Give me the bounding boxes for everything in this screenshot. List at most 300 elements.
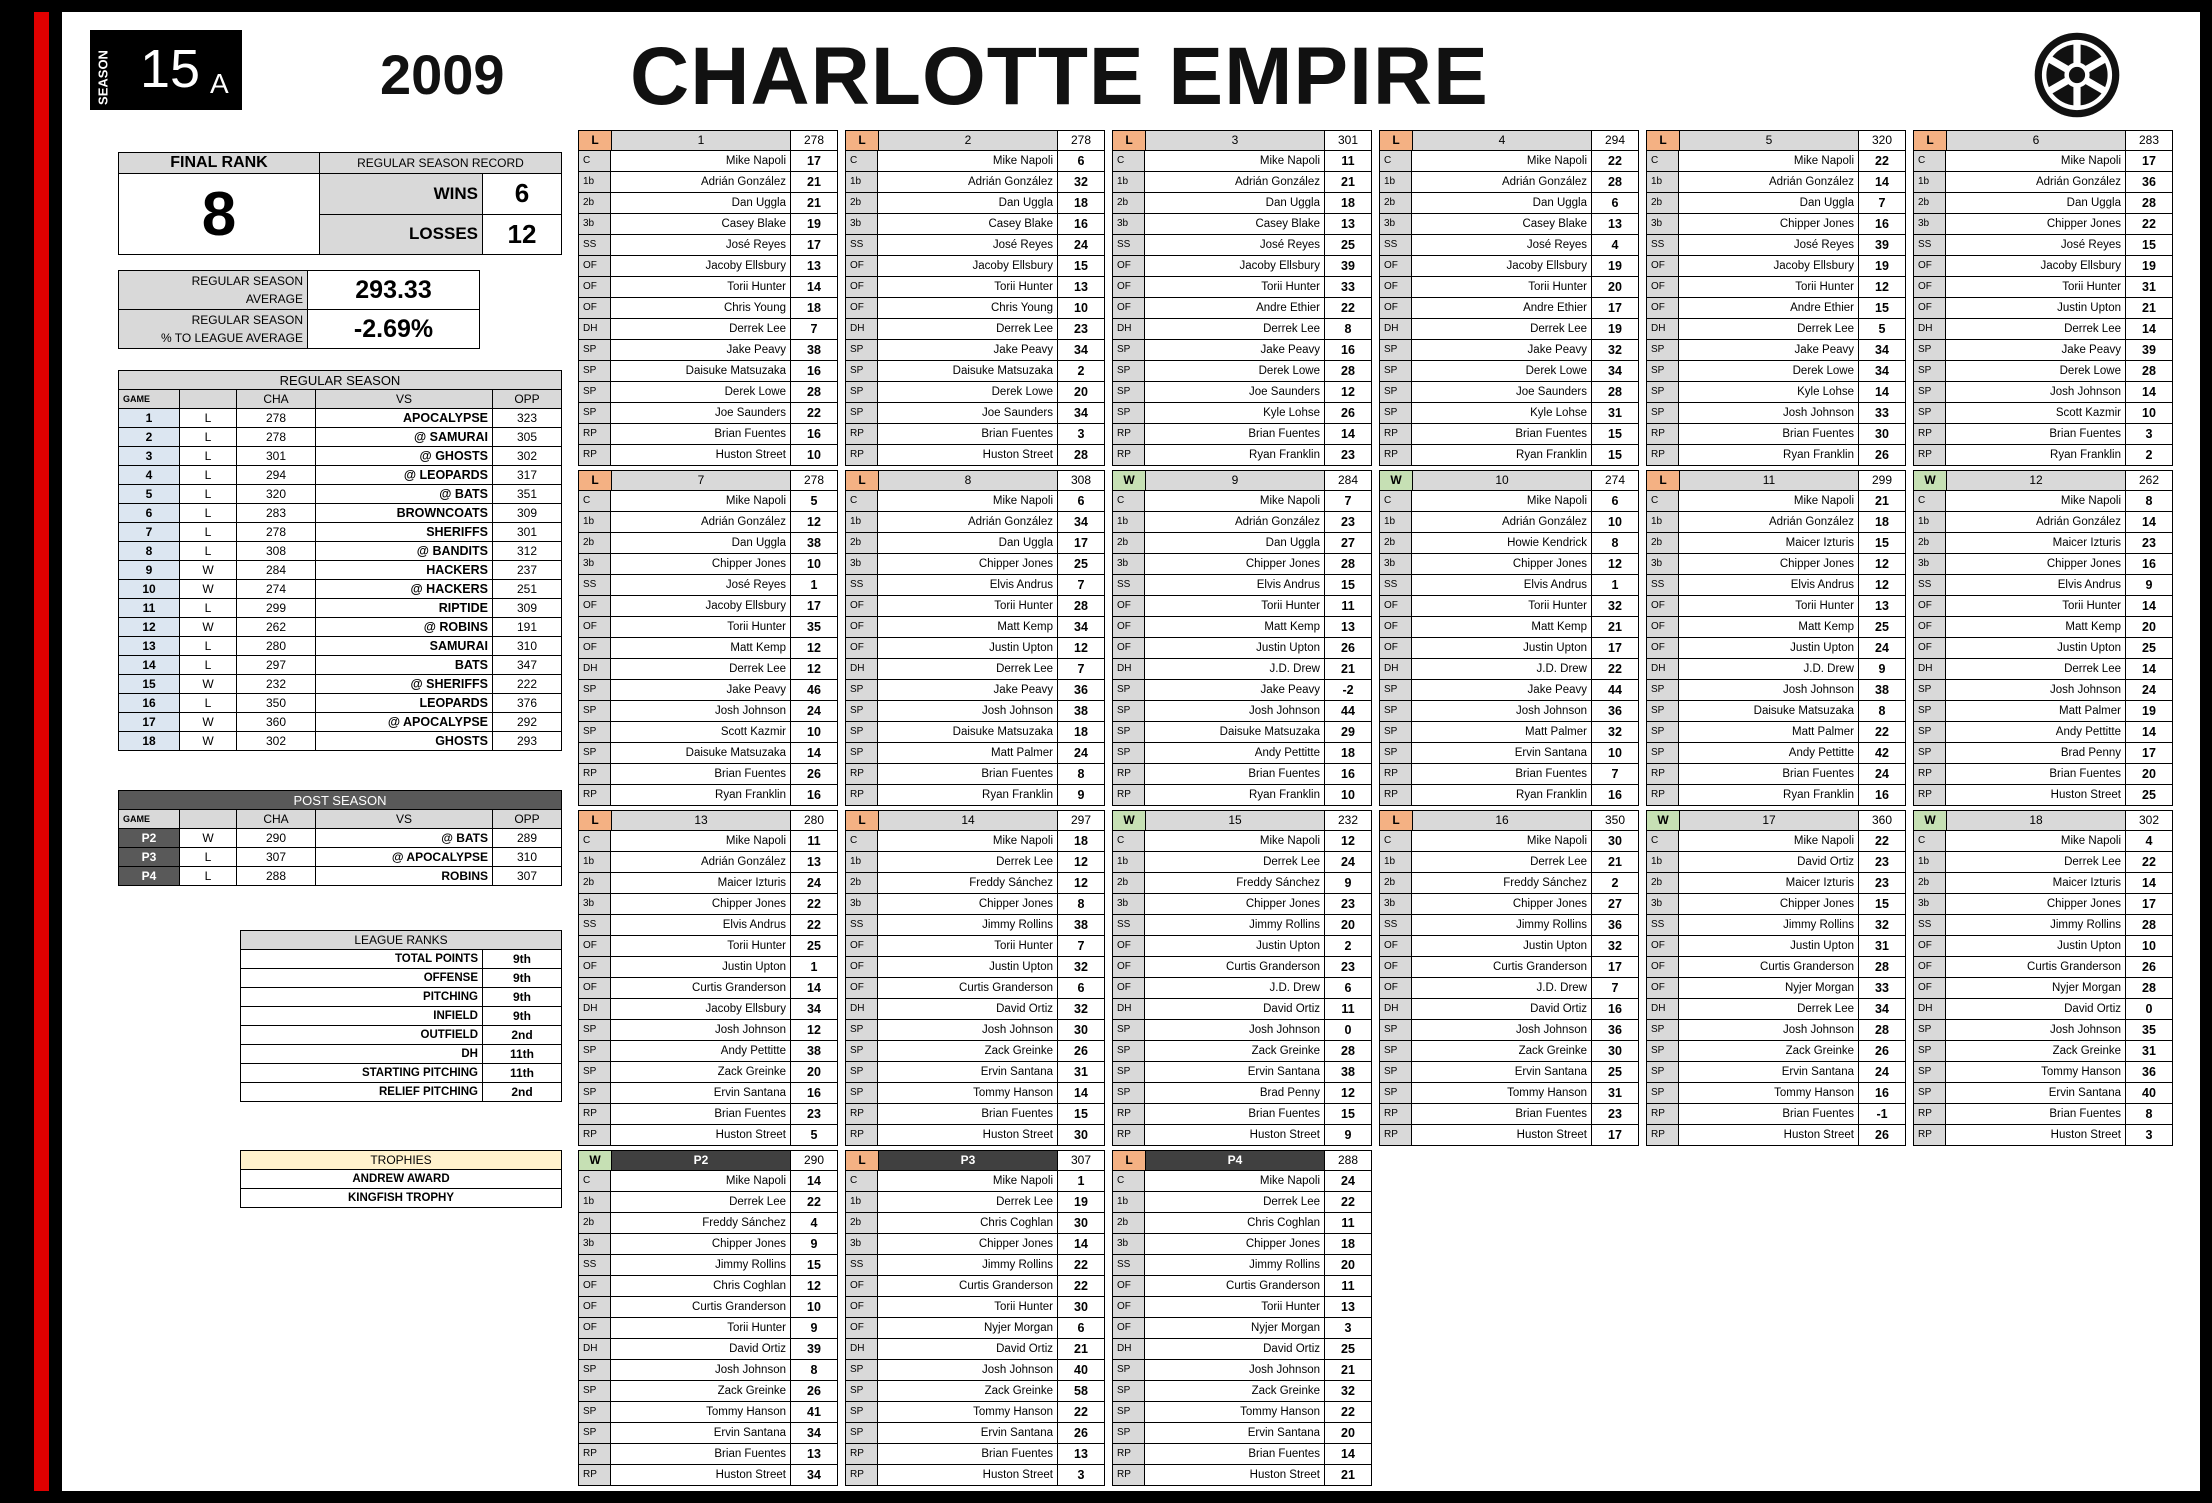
player-row	[1914, 256, 2172, 277]
player-row	[579, 936, 837, 957]
player-position: RP	[1113, 785, 1145, 805]
player-points: 8	[1878, 704, 1886, 718]
player-position: C	[579, 1171, 611, 1191]
player-position: 1b	[1113, 852, 1145, 872]
player-row	[579, 172, 837, 193]
player-row	[1113, 172, 1371, 193]
player-name: Ervin Santana	[878, 1423, 1058, 1443]
player-position: C	[1380, 491, 1412, 511]
player-name: Ryan Franklin	[611, 785, 791, 805]
player-points: 6	[1611, 196, 1619, 210]
player-position: OF	[1113, 277, 1145, 297]
player-name: Derek Lowe	[611, 382, 791, 402]
player-name: David Ortiz	[878, 1339, 1058, 1359]
player-position: SP	[846, 1423, 878, 1443]
player-position: RP	[1647, 785, 1679, 805]
player-name: Mike Napoli	[1412, 151, 1592, 171]
player-row	[1647, 957, 1905, 978]
player-row	[1647, 533, 1905, 554]
player-name: Tommy Hanson	[1679, 1083, 1859, 1103]
player-row	[1380, 445, 1638, 465]
player-position: RP	[1647, 424, 1679, 444]
player-points: 4	[810, 1216, 818, 1230]
player-row	[846, 403, 1104, 424]
player-points: 23	[1875, 855, 1889, 869]
game-box-header	[1113, 1151, 1371, 1171]
player-position: RP	[846, 1104, 878, 1124]
game-score: 288	[1337, 1153, 1359, 1167]
player-position: SP	[579, 1360, 611, 1380]
player-position: OF	[1380, 256, 1412, 276]
player-points: 16	[1608, 788, 1622, 802]
player-points: 23	[1341, 897, 1355, 911]
player-points: 38	[1875, 683, 1889, 697]
player-points: 11	[1341, 1279, 1355, 1293]
season-number: 15	[140, 39, 201, 99]
player-row	[1647, 1104, 1905, 1125]
player-points: 10	[807, 1300, 821, 1314]
player-name: Dan Uggla	[1145, 533, 1325, 553]
player-row	[1113, 873, 1371, 894]
player-row	[1647, 1020, 1905, 1041]
player-row	[1647, 1041, 1905, 1062]
player-name: Ervin Santana	[1412, 743, 1592, 763]
player-position: RP	[579, 1104, 611, 1124]
player-name: Kyle Lohse	[1145, 403, 1325, 423]
player-name: Mike Napoli	[878, 151, 1058, 171]
player-position: DH	[1113, 999, 1145, 1019]
player-row	[1113, 424, 1371, 445]
player-name: Chipper Jones	[611, 1234, 791, 1254]
player-points: 8	[810, 1363, 818, 1377]
player-name: Nyjer Morgan	[878, 1318, 1058, 1338]
player-row	[1914, 894, 2172, 915]
player-name: Torii Hunter	[878, 1297, 1058, 1317]
player-position: 3b	[579, 894, 611, 914]
player-row	[1647, 831, 1905, 852]
player-points: 42	[1875, 746, 1889, 760]
game-box-header	[1914, 131, 2172, 151]
player-points: 14	[807, 981, 821, 995]
player-name: Mike Napoli	[1679, 831, 1859, 851]
player-position: SP	[846, 1360, 878, 1380]
player-points: 12	[1341, 834, 1355, 848]
player-points: 11	[1341, 1002, 1355, 1016]
player-points: 17	[1608, 641, 1622, 655]
player-position: OF	[846, 596, 878, 616]
player-row	[1914, 151, 2172, 172]
player-position: 3b	[1380, 894, 1412, 914]
player-points: 19	[1608, 322, 1622, 336]
player-name: Elvis Andrus	[1412, 575, 1592, 595]
player-row	[1380, 659, 1638, 680]
player-row	[1380, 403, 1638, 424]
player-row	[1914, 575, 2172, 596]
player-row	[1113, 1444, 1371, 1465]
player-name: Derek Lowe	[1946, 361, 2126, 381]
player-position: SP	[579, 361, 611, 381]
player-name: Justin Upton	[878, 638, 1058, 658]
player-points: 23	[1341, 960, 1355, 974]
final-rank-label: FINAL RANK	[119, 153, 320, 174]
player-name: Brad Penny	[1145, 1083, 1325, 1103]
player-position: SP	[579, 701, 611, 721]
player-row	[579, 999, 837, 1020]
game-result: W	[1914, 471, 1947, 490]
regular-season-row: 4 L 294 @ LEOPARDS 317	[119, 466, 562, 485]
player-position: SP	[1380, 1083, 1412, 1103]
player-points: 46	[807, 683, 821, 697]
player-points: 16	[1875, 1086, 1889, 1100]
player-position: RP	[1380, 1125, 1412, 1145]
player-row	[1914, 1083, 2172, 1104]
player-name: Derrek Lee	[611, 659, 791, 679]
game-result: L	[579, 471, 612, 490]
player-name: Elvis Andrus	[1946, 575, 2126, 595]
player-position: OF	[579, 936, 611, 956]
player-name: Derrek Lee	[1679, 319, 1859, 339]
player-points: 15	[1341, 1107, 1355, 1121]
player-name: Justin Upton	[1145, 936, 1325, 956]
game-score: 290	[803, 1153, 825, 1167]
player-row	[846, 1104, 1104, 1125]
player-name: Adrián González	[1946, 512, 2126, 532]
regular-season-row: 6 L 283 BROWNCOATS 309	[119, 504, 562, 523]
player-name: Ryan Franklin	[1145, 785, 1325, 805]
player-name: Ervin Santana	[1145, 1062, 1325, 1082]
regular-season-row: 13 L 280 SAMURAI 310	[119, 637, 562, 656]
player-name: Andre Ethier	[1145, 298, 1325, 318]
player-position: DH	[579, 659, 611, 679]
player-position: 2b	[1113, 873, 1145, 893]
player-position: SP	[1380, 701, 1412, 721]
player-row	[1647, 894, 1905, 915]
player-position: C	[1380, 831, 1412, 851]
player-name: Freddy Sánchez	[878, 873, 1058, 893]
player-row	[846, 1125, 1104, 1145]
player-points: 15	[1608, 448, 1622, 462]
game-box	[578, 130, 838, 466]
player-position: 3b	[1380, 554, 1412, 574]
player-points: 10	[807, 557, 821, 571]
team-title: CHARLOTTE EMPIRE	[630, 31, 1489, 122]
player-name: Jacoby Ellsbury	[1412, 256, 1592, 276]
player-row	[846, 659, 1104, 680]
player-row	[579, 256, 837, 277]
player-name: Josh Johnson	[1946, 680, 2126, 700]
player-row	[579, 1444, 837, 1465]
player-name: Ervin Santana	[1412, 1062, 1592, 1082]
player-row	[1113, 1041, 1371, 1062]
player-name: Chipper Jones	[1145, 554, 1325, 574]
player-points: 39	[807, 1342, 821, 1356]
player-name: Matt Palmer	[1946, 701, 2126, 721]
player-position: RP	[579, 1465, 611, 1485]
player-name: Maicer Izturis	[1946, 533, 2126, 553]
player-points: 22	[1074, 1405, 1088, 1419]
player-points: 36	[1074, 683, 1088, 697]
player-name: Brian Fuentes	[1412, 1104, 1592, 1124]
player-position: SP	[1914, 1062, 1946, 1082]
player-points: 12	[1341, 385, 1355, 399]
player-row	[1380, 319, 1638, 340]
player-row	[579, 424, 837, 445]
player-row	[1647, 936, 1905, 957]
player-row	[1914, 831, 2172, 852]
player-position: SP	[1647, 743, 1679, 763]
player-row	[846, 978, 1104, 999]
player-name: Justin Upton	[611, 957, 791, 977]
player-position: SS	[1113, 575, 1145, 595]
player-name: Jacoby Ellsbury	[611, 999, 791, 1019]
player-points: 28	[1608, 385, 1622, 399]
player-name: Derrek Lee	[878, 319, 1058, 339]
player-position: OF	[1380, 638, 1412, 658]
player-name: Tommy Hanson	[611, 1402, 791, 1422]
player-row	[1113, 978, 1371, 999]
game-score: 232	[1337, 813, 1359, 827]
player-name: Zack Greinke	[878, 1041, 1058, 1061]
game-box-header	[1914, 811, 2172, 831]
player-name: Torii Hunter	[878, 936, 1058, 956]
player-row	[1380, 277, 1638, 298]
player-row	[1113, 445, 1371, 465]
player-points: 28	[1341, 364, 1355, 378]
player-name: Maicer Izturis	[1946, 873, 2126, 893]
player-name: Zack Greinke	[1145, 1041, 1325, 1061]
player-name: Huston Street	[878, 1125, 1058, 1145]
player-row	[579, 1318, 837, 1339]
player-row	[579, 298, 837, 319]
player-row	[1113, 915, 1371, 936]
game-score: 299	[1871, 473, 1893, 487]
player-row	[1380, 680, 1638, 701]
player-name: Daisuke Matsuzaka	[878, 722, 1058, 742]
player-position: RP	[1647, 445, 1679, 465]
game-score: 350	[1604, 813, 1626, 827]
player-position: SP	[846, 1020, 878, 1040]
player-name: J.D. Drew	[1145, 659, 1325, 679]
player-points: 34	[1074, 406, 1088, 420]
player-row	[1914, 298, 2172, 319]
player-position: OF	[846, 936, 878, 956]
player-points: 22	[1074, 1279, 1088, 1293]
player-row	[846, 1423, 1104, 1444]
player-points: 28	[2142, 196, 2156, 210]
season-badge	[90, 30, 242, 110]
player-row	[1113, 575, 1371, 596]
player-name: Brad Penny	[1946, 743, 2126, 763]
player-points: 21	[1341, 1468, 1355, 1482]
player-name: Maicer Izturis	[1679, 873, 1859, 893]
player-position: 1b	[579, 172, 611, 192]
player-row	[1380, 978, 1638, 999]
player-name: Chris Young	[878, 298, 1058, 318]
player-position: OF	[846, 617, 878, 637]
player-position: 3b	[579, 1234, 611, 1254]
player-points: 20	[1074, 385, 1088, 399]
player-position: SS	[1914, 915, 1946, 935]
player-name: Mike Napoli	[611, 491, 791, 511]
player-position: 2b	[579, 533, 611, 553]
player-row	[579, 1234, 837, 1255]
player-points: 24	[1875, 767, 1889, 781]
player-points: 12	[807, 1023, 821, 1037]
player-position: SP	[579, 722, 611, 742]
player-name: Adrián González	[1946, 172, 2126, 192]
player-position: 3b	[579, 554, 611, 574]
player-row	[1113, 680, 1371, 701]
player-position: 3b	[1647, 894, 1679, 914]
player-name: Dan Uggla	[1412, 193, 1592, 213]
player-points: 13	[1341, 217, 1355, 231]
player-row	[1380, 936, 1638, 957]
player-position: 2b	[846, 193, 878, 213]
player-row	[1113, 340, 1371, 361]
game-box	[845, 470, 1105, 806]
player-name: Matt Palmer	[878, 743, 1058, 763]
player-position: RP	[1914, 785, 1946, 805]
player-name: Matt Kemp	[1145, 617, 1325, 637]
player-position: OF	[1647, 957, 1679, 977]
player-points: 2	[2145, 448, 2153, 462]
game-result: W	[1647, 811, 1680, 830]
player-points: 38	[807, 1044, 821, 1058]
player-points: 12	[1074, 876, 1088, 890]
player-name: Tommy Hanson	[1946, 1062, 2126, 1082]
player-row	[1380, 298, 1638, 319]
player-points: 22	[1875, 725, 1889, 739]
player-points: 32	[1608, 939, 1622, 953]
game-box	[1913, 810, 2173, 1146]
player-row	[1647, 403, 1905, 424]
player-points: 13	[1875, 599, 1889, 613]
player-row	[846, 852, 1104, 873]
player-name: Jake Peavy	[1412, 340, 1592, 360]
player-points: 16	[807, 364, 821, 378]
player-name: Matt Kemp	[1679, 617, 1859, 637]
player-name: Brian Fuentes	[1145, 1104, 1325, 1124]
game-number: P3	[879, 1151, 1058, 1170]
player-points: 3	[2145, 427, 2153, 441]
player-name: Zack Greinke	[1412, 1041, 1592, 1061]
player-points: 44	[1608, 683, 1622, 697]
player-position: OF	[1113, 256, 1145, 276]
player-row	[1113, 1020, 1371, 1041]
player-row	[1113, 554, 1371, 575]
player-points: 29	[1341, 725, 1355, 739]
player-position: C	[1647, 151, 1679, 171]
player-name: Matt Palmer	[1679, 722, 1859, 742]
player-row	[1380, 533, 1638, 554]
player-row	[1647, 575, 1905, 596]
player-row	[1380, 596, 1638, 617]
player-name: Nyjer Morgan	[1946, 978, 2126, 998]
player-row	[846, 1318, 1104, 1339]
player-position: SP	[1647, 382, 1679, 402]
player-position: 3b	[1647, 214, 1679, 234]
player-points: 40	[1074, 1363, 1088, 1377]
player-points: 13	[1608, 217, 1622, 231]
player-name: Derrek Lee	[1145, 319, 1325, 339]
player-name: Matt Kemp	[611, 638, 791, 658]
player-name: Chris Coghlan	[611, 1276, 791, 1296]
player-points: 16	[1875, 217, 1889, 231]
player-name: Scott Kazmir	[1946, 403, 2126, 423]
player-row	[846, 382, 1104, 403]
player-points: 13	[1074, 280, 1088, 294]
player-row	[1113, 403, 1371, 424]
player-points: 13	[807, 855, 821, 869]
player-row	[1914, 936, 2172, 957]
player-name: José Reyes	[878, 235, 1058, 255]
player-row	[1113, 659, 1371, 680]
player-position: 1b	[1113, 1192, 1145, 1212]
player-points: 10	[2142, 406, 2156, 420]
player-points: 33	[1875, 981, 1889, 995]
player-name: Curtis Granderson	[1145, 1276, 1325, 1296]
player-name: Josh Johnson	[1412, 1020, 1592, 1040]
player-name: Curtis Granderson	[1946, 957, 2126, 977]
player-points: 23	[1875, 876, 1889, 890]
player-name: Josh Johnson	[878, 1020, 1058, 1040]
player-name: Jimmy Rollins	[1145, 915, 1325, 935]
player-row	[846, 1041, 1104, 1062]
player-position: OF	[846, 277, 878, 297]
player-row	[846, 1360, 1104, 1381]
player-name: Mike Napoli	[1145, 151, 1325, 171]
player-points: 20	[2142, 620, 2156, 634]
game-box	[1112, 810, 1372, 1146]
game-box-header	[1113, 131, 1371, 151]
player-name: Chipper Jones	[878, 894, 1058, 914]
player-name: Adrián González	[878, 512, 1058, 532]
player-name: Jacoby Ellsbury	[611, 596, 791, 616]
player-position: 2b	[1380, 193, 1412, 213]
player-row	[1647, 382, 1905, 403]
player-position: 2b	[1914, 193, 1946, 213]
player-position: SP	[1647, 1062, 1679, 1082]
player-points: 26	[807, 767, 821, 781]
regular-season-table	[118, 370, 562, 751]
player-position: SP	[1113, 722, 1145, 742]
regular-season-row: 5 L 320 @ BATS 351	[119, 485, 562, 504]
player-position: 2b	[1914, 533, 1946, 553]
player-points: 9	[810, 1237, 818, 1251]
player-position: DH	[846, 999, 878, 1019]
player-position: 1b	[846, 852, 878, 872]
player-name: Derrek Lee	[1412, 852, 1592, 872]
player-row	[846, 894, 1104, 915]
player-row	[1647, 512, 1905, 533]
player-row	[846, 1213, 1104, 1234]
player-row	[1380, 554, 1638, 575]
game-score: 294	[1604, 133, 1626, 147]
player-points: 39	[2142, 343, 2156, 357]
player-row	[1647, 256, 1905, 277]
player-points: 9	[2145, 578, 2153, 592]
player-points: 22	[807, 1195, 821, 1209]
player-row	[579, 1255, 837, 1276]
game-box-header	[579, 131, 837, 151]
player-row	[1647, 638, 1905, 659]
player-name: Josh Johnson	[878, 701, 1058, 721]
player-points: 11	[1341, 599, 1355, 613]
player-position: 3b	[1914, 894, 1946, 914]
player-name: Josh Johnson	[1946, 1020, 2126, 1040]
post-season-row: P2 W 290 @ BATS 289	[119, 829, 562, 848]
player-row	[846, 424, 1104, 445]
